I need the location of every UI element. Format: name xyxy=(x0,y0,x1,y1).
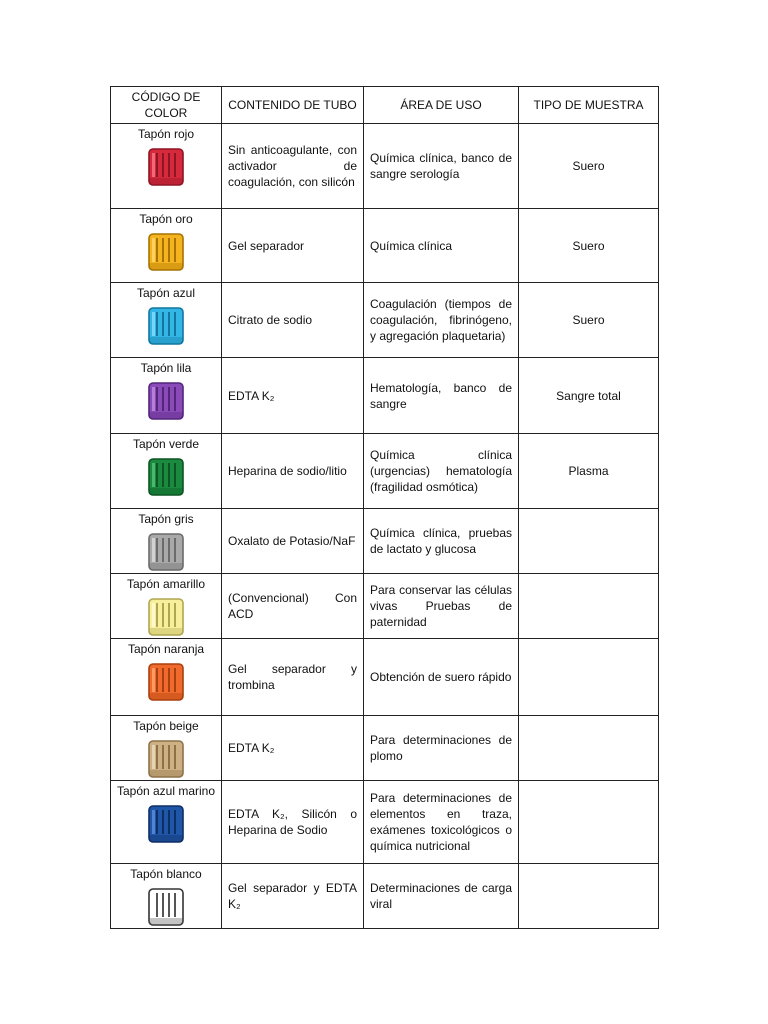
sample-type-cell xyxy=(519,781,659,864)
use-area-cell: Química clínica xyxy=(364,209,519,283)
table-row xyxy=(111,358,659,434)
tube-contents-cell: Gel separador xyxy=(222,209,364,283)
color-code-cell xyxy=(111,574,222,639)
cap-color-name: Tapón oro xyxy=(139,212,193,226)
color-code-cell xyxy=(111,781,222,864)
table-row xyxy=(111,509,659,574)
sample-type-cell: Suero xyxy=(519,209,659,283)
table-row xyxy=(111,574,659,639)
sample-type-cell xyxy=(519,574,659,639)
header-color-code: CÓDIGO DE COLOR xyxy=(111,87,222,124)
use-area-cell: Química clínica, banco de sangre serología xyxy=(364,124,519,209)
tube-contents-cell: Citrato de sodio xyxy=(222,283,364,358)
sample-type-cell xyxy=(519,509,659,574)
use-area-cell: Determinaciones de carga viral xyxy=(364,864,519,929)
sample-type-cell xyxy=(519,639,659,716)
gray-cap-icon xyxy=(146,532,186,572)
sample-type-cell: Plasma xyxy=(519,434,659,509)
use-area-cell: Coagulación (tiempos de coagulación, fibrinógeno, y agregación plaquetaria) xyxy=(364,283,519,358)
cap-color-name: Tapón azul xyxy=(136,286,196,300)
color-code-cell xyxy=(111,434,222,509)
sample-type-cell: Sangre total xyxy=(519,358,659,434)
table-row xyxy=(111,639,659,716)
table-row xyxy=(111,434,659,509)
lilac-cap-icon xyxy=(146,381,186,421)
beige-cap-icon xyxy=(146,739,186,779)
tube-contents-cell: EDTA K₂ xyxy=(222,358,364,434)
use-area-cell: Para conservar las células vivas Pruebas de paternidad xyxy=(364,574,519,639)
header-row xyxy=(111,87,659,124)
color-code-cell xyxy=(111,864,222,929)
cap-color-name: Tapón rojo xyxy=(137,127,195,141)
cap-color-name: Tapón amarillo xyxy=(126,577,206,591)
table-row xyxy=(111,124,659,209)
gold-cap-icon xyxy=(146,232,186,272)
sample-type-cell xyxy=(519,716,659,781)
color-code-cell xyxy=(111,124,222,209)
white-cap-icon xyxy=(146,887,186,927)
red-cap-icon xyxy=(146,147,186,187)
use-area-cell: Para determinaciones de plomo xyxy=(364,716,519,781)
cap-color-name: Tapón lila xyxy=(140,361,192,375)
orange-cap-icon xyxy=(146,662,186,702)
cap-color-name: Tapón verde xyxy=(132,437,200,451)
cap-color-name: Tapón blanco xyxy=(130,867,202,881)
color-code-cell xyxy=(111,209,222,283)
cap-color-name: Tapón gris xyxy=(138,512,194,526)
tube-contents-cell: Gel separador y EDTA K₂ xyxy=(222,864,364,929)
use-area-cell: Para determinaciones de elementos en traza, exámenes toxicológicos o química nutricional xyxy=(364,781,519,864)
color-code-cell xyxy=(111,283,222,358)
tube-contents-cell: Heparina de sodio/litio xyxy=(222,434,364,509)
tube-contents-cell: (Convencional) Con ACD xyxy=(222,574,364,639)
cap-color-name: Tapón naranja xyxy=(127,642,205,656)
use-area-cell: Química clínica (urgencias) hematología (fragilidad osmótica) xyxy=(364,434,519,509)
header-sample-type: TIPO DE MUESTRA xyxy=(519,87,659,124)
table-row xyxy=(111,716,659,781)
color-code-cell xyxy=(111,509,222,574)
color-code-cell xyxy=(111,358,222,434)
cap-color-name: Tapón azul marino xyxy=(116,784,216,798)
table-row xyxy=(111,283,659,358)
green-cap-icon xyxy=(146,457,186,497)
color-code-cell xyxy=(111,716,222,781)
header-tube-contents: CONTENIDO DE TUBO xyxy=(222,87,364,124)
header-use-area: ÁREA DE USO xyxy=(364,87,519,124)
yellow-cap-icon xyxy=(146,597,186,637)
tube-contents-cell: Gel separador y trombina xyxy=(222,639,364,716)
tube-contents-cell: Oxalato de Potasio/NaF xyxy=(222,509,364,574)
navy-blue-cap-icon xyxy=(146,804,186,844)
use-area-cell: Hematología, banco de sangre xyxy=(364,358,519,434)
sample-type-cell xyxy=(519,864,659,929)
table-row xyxy=(111,781,659,864)
table-row xyxy=(111,209,659,283)
tube-color-table xyxy=(110,86,659,929)
use-area-cell: Química clínica, pruebas de lactato y glucosa xyxy=(364,509,519,574)
tube-contents-cell: EDTA K₂, Silicón o Heparina de Sodio xyxy=(222,781,364,864)
light-blue-cap-icon xyxy=(146,306,186,346)
table-row xyxy=(111,864,659,929)
sample-type-cell: Suero xyxy=(519,124,659,209)
sample-type-cell: Suero xyxy=(519,283,659,358)
use-area-cell: Obtención de suero rápido xyxy=(364,639,519,716)
tube-contents-cell: EDTA K₂ xyxy=(222,716,364,781)
tube-contents-cell: Sin anticoagulante, con activador de coagulación, con silicón xyxy=(222,124,364,209)
cap-color-name: Tapón beige xyxy=(133,719,199,733)
color-code-cell xyxy=(111,639,222,716)
